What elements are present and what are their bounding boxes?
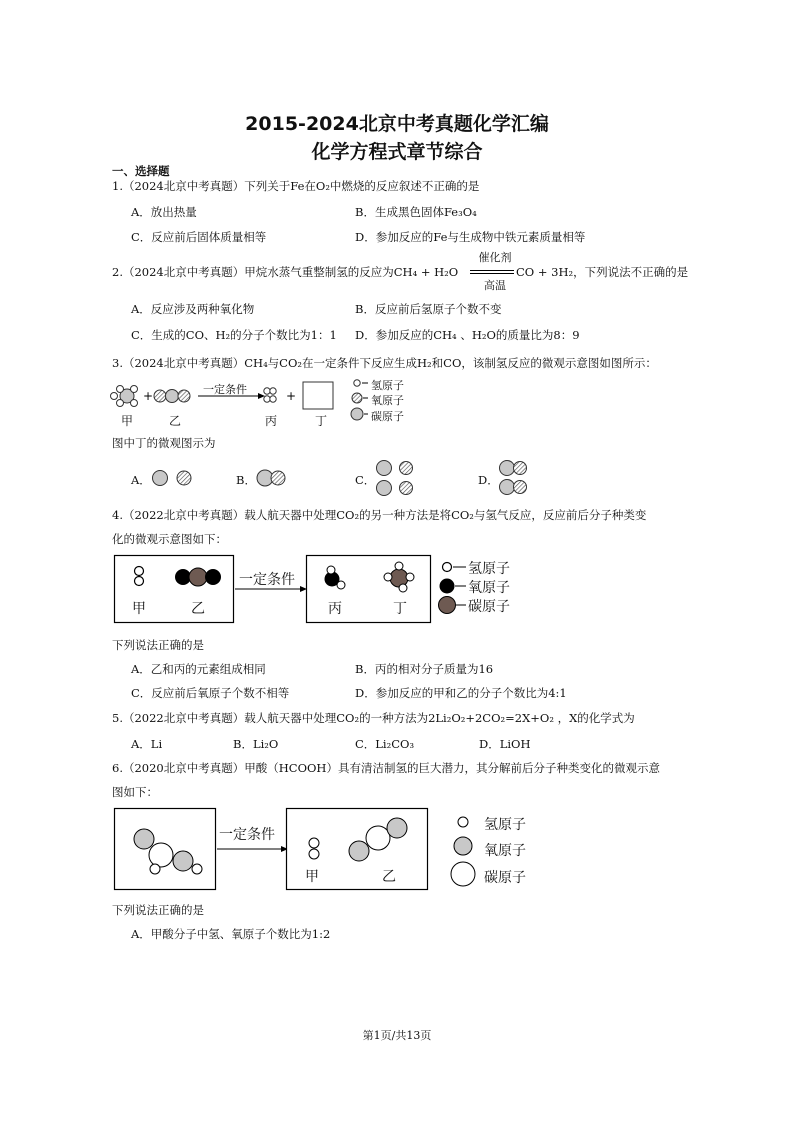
q6-legend-oxygen: 氧原子 (484, 843, 526, 859)
q6-prompt: 下列说法正确的是 (112, 903, 204, 917)
q3-label-yi: 乙 (169, 414, 182, 428)
q6-stem-line2: 图如下： (112, 785, 158, 799)
q5-stem: 5.（2022北京中考真题）载人航天器中处理CO₂的一种方法为2Li₂O₂+2CO₂=2X+O₂ ，X的化学式为 (112, 711, 635, 725)
q4-legend-oxygen-icon (440, 579, 455, 594)
q6-reaction-diagram (114, 806, 544, 892)
q2-stem-a: 2.（2024北京中考真题）甲烷水蒸气重整制氢的反应为CH₄ + H₂O (112, 265, 459, 279)
q3-option-b: B． (236, 473, 256, 487)
q2-stem-b: CO + 3H₂，下列说法不正确的是 (516, 265, 689, 279)
q4-legend-hydrogen: 氢原子 (468, 561, 510, 577)
q3-co2-molecule (154, 390, 190, 403)
q1-option-a: A．放出热量 (131, 205, 197, 219)
q3-legend-carbon: 碳原子 (371, 410, 404, 423)
q3-legend-hydrogen: 氢原子 (371, 379, 404, 392)
q3-legend-oxygen-icon (352, 393, 362, 403)
q6-legend-carbon: 碳原子 (484, 870, 526, 886)
q3-hydrogen-molecules (264, 388, 276, 402)
q5-option-d: D．LiOH (479, 737, 531, 751)
q3-option-c-molecules (374, 458, 418, 498)
q2-condition-top: 催化剂 (478, 251, 512, 264)
q3-legend-carbon-icon (351, 408, 363, 420)
q3-stem: 3.（2024北京中考真题）CH₄与CO₂在一定条件下反应生成H₂和CO，该制氢反应的微观示意图如图所示： (112, 356, 657, 370)
q4-legend-hydrogen-icon (443, 563, 452, 572)
q2-option-a: A．反应涉及两种氧化物 (131, 302, 255, 316)
q3-option-d: D． (478, 473, 499, 487)
q4-label-ding: 丁 (393, 601, 407, 617)
q6-stem-line1: 6.（2020北京中考真题）甲酸（HCOOH）具有清洁制氢的巨大潜力，其分解前后分子种类变化的微观示意 (112, 761, 660, 775)
q6-label-yi: 乙 (382, 869, 396, 885)
q2-option-b: B．反应前后氢原子个数不变 (355, 302, 502, 316)
q3-option-d-molecules (497, 458, 541, 498)
q6-label-jia: 甲 (305, 869, 319, 885)
q4-option-b: B．丙的相对分子质量为16 (355, 662, 494, 676)
q4-label-jia: 甲 (132, 601, 146, 617)
page-footer: 第1页/共13页 (362, 1029, 432, 1042)
svg-text:+: + (286, 389, 297, 403)
q3-label-jia: 甲 (121, 414, 134, 428)
q3-arrow-label: 一定条件 (203, 383, 247, 396)
q3-option-b-molecule (253, 467, 293, 491)
q3-unknown-box (303, 382, 333, 409)
q4-arrow-label: 一定条件 (239, 572, 295, 588)
q4-stem-line1: 4.（2022北京中考真题）载人航天器中处理CO₂的另一种方法是将CO₂与氢气反应，反应前后分子种类变 (112, 508, 647, 522)
q4-label-yi: 乙 (191, 601, 205, 617)
q4-option-c: C．反应前后氧原子个数不相等 (131, 686, 290, 700)
q3-prompt: 图中丁的微观图示为 (112, 436, 216, 450)
q3-label-ding: 丁 (315, 414, 328, 428)
page-title: 2015-2024北京中考真题化学汇编 (245, 113, 549, 135)
q2-option-c: C．生成的CO、H₂的分子个数比为1：1 (131, 328, 337, 342)
q6-option-a: A．甲酸分子中氢、氧原子个数比为1:2 (131, 927, 331, 941)
q2-condition-bottom: 高温 (484, 279, 506, 292)
q4-label-bing: 丙 (328, 601, 342, 617)
q2-option-d: D．参加反应的CH₄ 、H₂O的质量比为8：9 (355, 328, 580, 342)
page-subtitle: 化学方程式章节综合 (311, 141, 483, 163)
q3-option-a-molecules (150, 467, 200, 491)
q3-option-c: C． (355, 473, 376, 487)
q1-option-d: D．参加反应的Fe与生成物中铁元素质量相等 (355, 230, 586, 244)
section-heading: 一、选择题 (112, 164, 170, 178)
q3-legend-hydrogen-icon (354, 380, 360, 386)
q1-option-c: C．反应前后固体质量相等 (131, 230, 267, 244)
q4-option-d: D．参加反应的甲和乙的分子个数比为4:1 (355, 686, 567, 700)
q6-legend-carbon-icon (451, 862, 475, 886)
svg-text:+: + (143, 389, 154, 403)
q4-legend-oxygen: 氧原子 (468, 580, 510, 596)
q1-stem: 1.（2024北京中考真题）下列关于Fe在O₂中燃烧的反应叙述不正确的是 (112, 179, 480, 193)
q6-arrow-label: 一定条件 (219, 827, 275, 843)
q6-legend-hydrogen-icon (458, 817, 468, 827)
q4-legend-carbon: 碳原子 (468, 599, 510, 615)
q4-legend-carbon-icon (439, 597, 456, 614)
q3-methane-molecule (111, 386, 138, 407)
q5-option-c: C．Li₂CO₃ (355, 737, 415, 751)
q2-equation-bar (470, 270, 514, 274)
q3-label-bing: 丙 (265, 414, 278, 428)
q5-option-a: A．Li (131, 737, 163, 751)
q1-option-b: B．生成黑色固体Fe₃O₄ (355, 205, 477, 219)
q6-legend-oxygen-icon (454, 837, 472, 855)
q3-legend-oxygen: 氧原子 (371, 394, 404, 407)
q3-option-a: A． (131, 473, 151, 487)
q4-stem-line2: 化的微观示意图如下： (112, 532, 227, 546)
q4-prompt: 下列说法正确的是 (112, 638, 204, 652)
q4-option-a: A．乙和丙的元素组成相同 (131, 662, 266, 676)
q6-legend-hydrogen: 氢原子 (484, 817, 526, 833)
q5-option-b: B．Li₂O (233, 737, 279, 751)
